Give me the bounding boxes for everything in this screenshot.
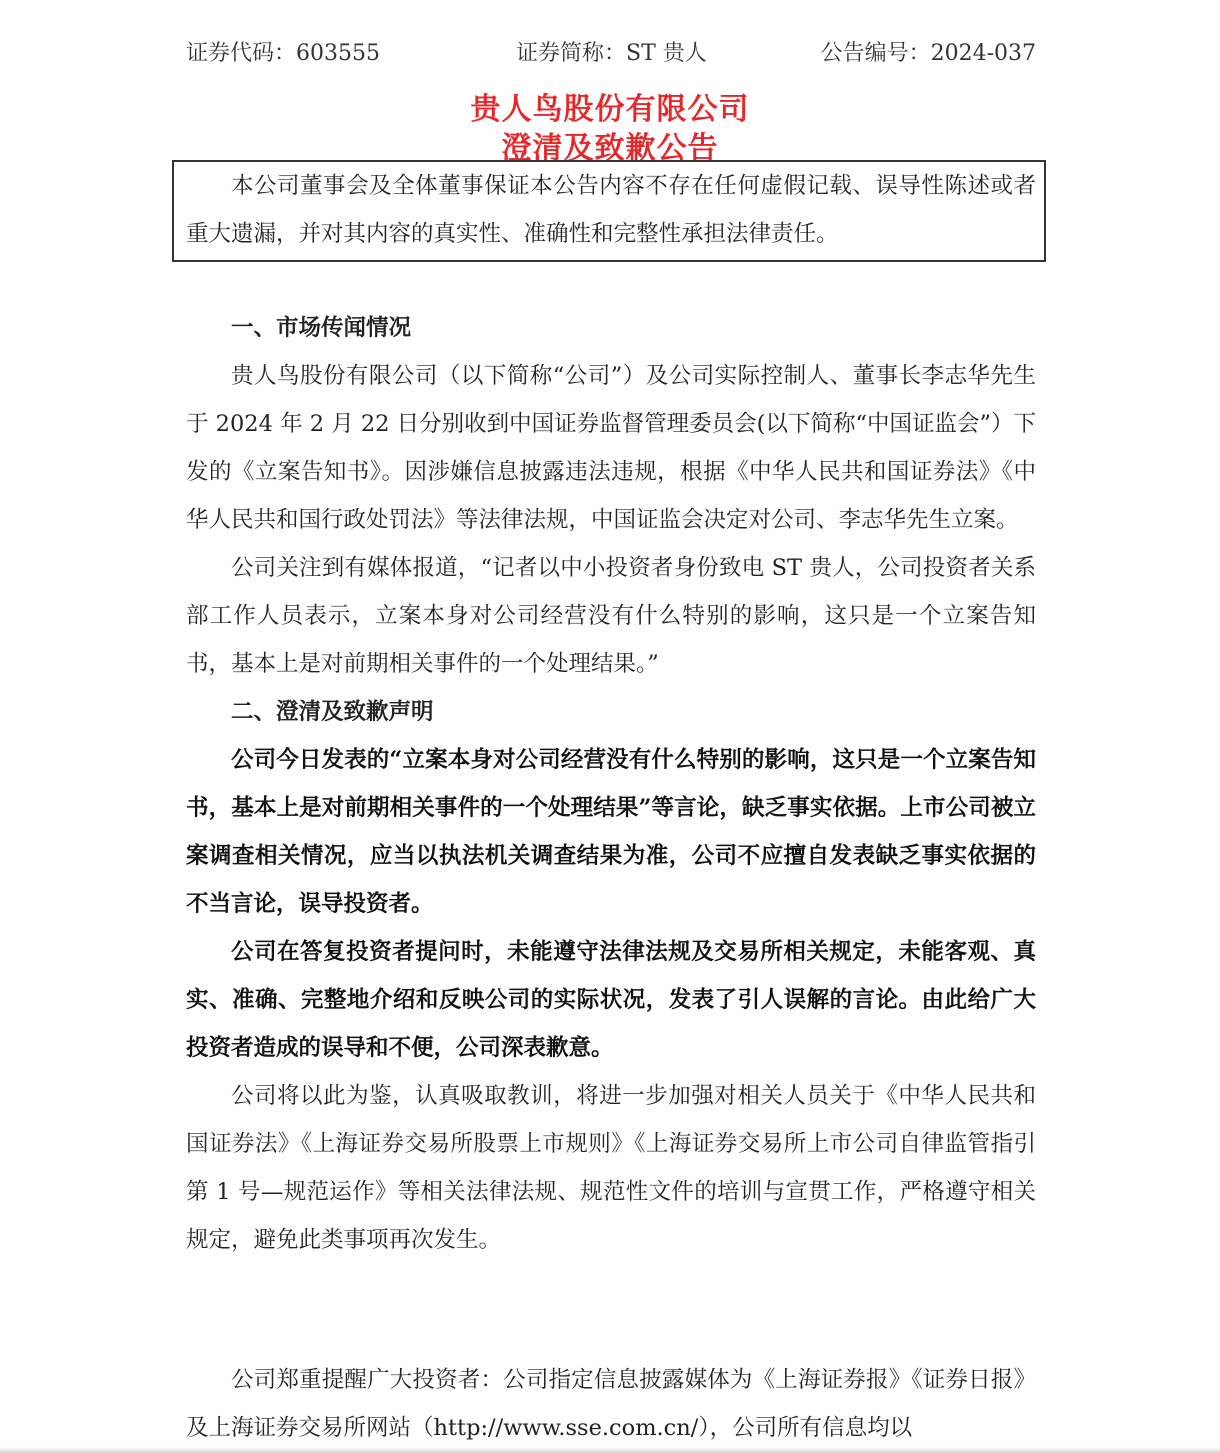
paragraph-apology-statement: 公司在答复投资者提问时，未能遵守法律法规及交易所相关规定，未能客观、真实、准确、完整地介绍和反映公司的实际状况，发表了引人误解的言论。由此给广大投资者造成的误导和不便，公司深表歉意。 (186, 939, 1036, 1061)
main-content (186, 304, 1036, 1264)
page-bottom-edge (0, 1447, 1220, 1453)
company-title: 贵人鸟股份有限公司 (470, 92, 750, 127)
paragraph-lessons-learned: 公司将以此为鉴，认真吸取教训，将进一步加强对相关人员关于《中华人民共和国证券法》《上海证券交易所股票上市规则》《上海证券交易所上市公司自律监管指引第 1 号—规范运作》等相关法律法规、规范性文件的培训与宣贯工作，严格遵守相关规定，避免此类事项再次发生。 (186, 1083, 1036, 1253)
document-header (186, 36, 1036, 68)
security-abbreviation: 证券简称：ST 贵人 (516, 41, 707, 66)
paragraph-investor-reminder: 公司郑重提醒广大投资者：公司指定信息披露媒体为《上海证券报》《证券日报》及上海证券交易所网站（http://www.sse.com.cn/），公司所有信息均以 (186, 1367, 1036, 1441)
section-heading-clarification: 二、澄清及致歉声明 (231, 699, 434, 725)
paragraph-media-report: 公司关注到有媒体报道，“记者以中小投资者身份致电 ST 贵人，公司投资者关系部工作人员表示，立案本身对公司经营没有什么特别的影响，这只是一个立案告知书，基本上是对前期相关事件的一个处理结果。” (186, 555, 1036, 677)
announcement-number: 公告编号：2024-037 (820, 41, 1036, 66)
reminder-block (186, 1356, 1036, 1452)
disclaimer-text: 本公司董事会及全体董事保证本公告内容不存在任何虚假记载、误导性陈述或者重大遗漏，并对其内容的真实性、准确性和完整性承担法律责任。 (186, 173, 1036, 247)
paragraph-case-filing: 贵人鸟股份有限公司（以下简称“公司”）及公司实际控制人、董事长李志华先生于 2024 年 2 月 22 日分别收到中国证券监督管理委员会(以下简称“中国证监会”）下发的《立案告知书》。因涉嫌信息披露违法违规，根据《中华人民共和国证券法》《中华人民共和国行政处罚法》等法律法规，中国证监会决定对公司、李志华先生立案。 (186, 363, 1036, 533)
disclaimer-text-block (186, 162, 1036, 258)
section-heading-market-rumor: 一、市场传闻情况 (231, 315, 412, 341)
paragraph-clarification-statement: 公司今日发表的“立案本身对公司经营没有什么特别的影响，这只是一个立案告知书，基本上是对前期相关事件的一个处理结果”等言论，缺乏事实依据。上市公司被立案调查相关情况，应当以执法机关调查结果为准，公司不应擅自发表缺乏事实依据的不当言论，误导投资者。 (186, 747, 1036, 917)
security-code: 证券代码：603555 (186, 41, 380, 66)
announcement-title: 澄清及致歉公告 (501, 131, 719, 166)
